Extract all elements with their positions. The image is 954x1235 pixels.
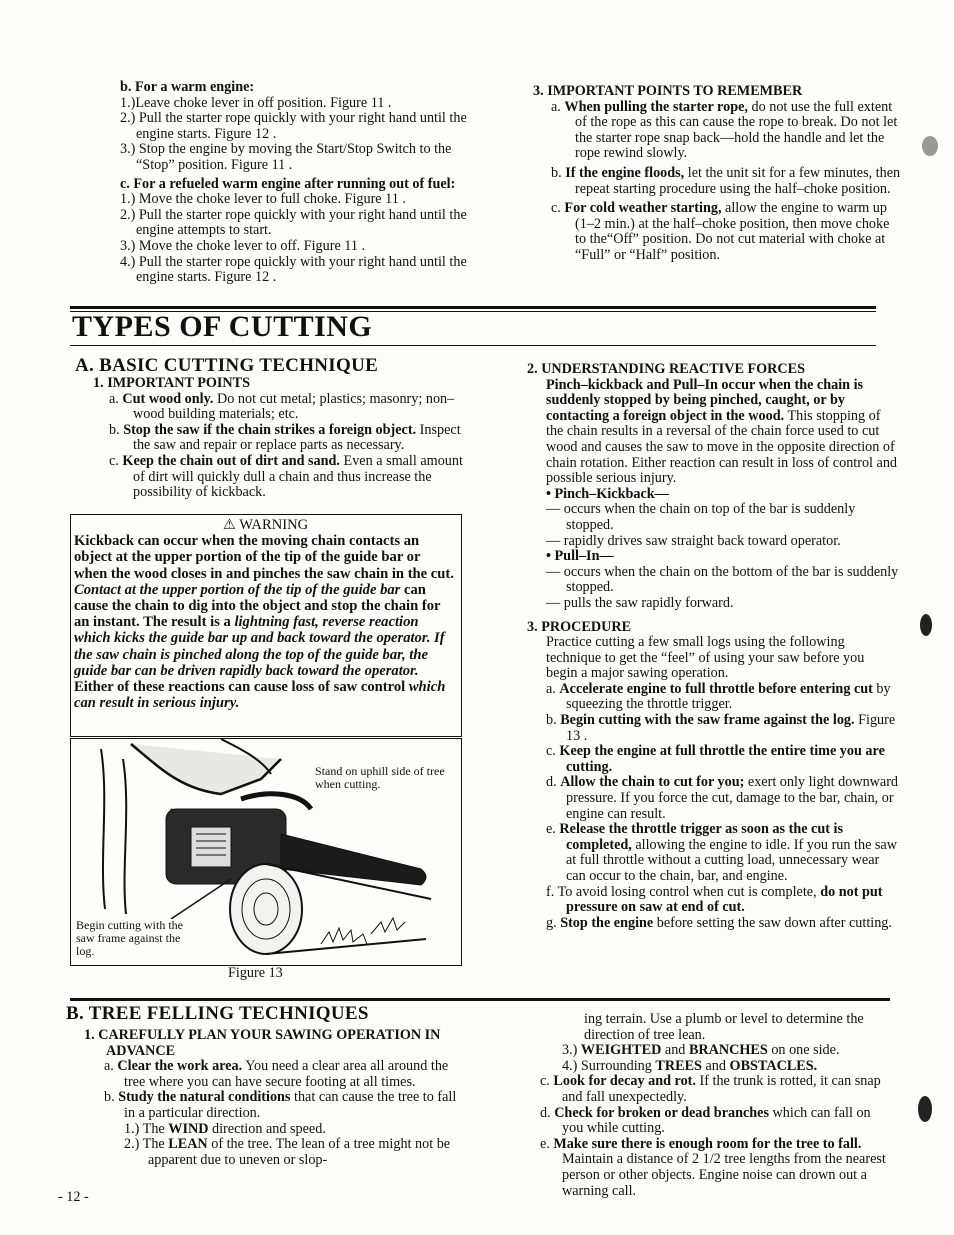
section-a-title: A. BASIC CUTTING TECHNIQUE	[75, 355, 379, 376]
procedure-item-b: b. Begin cutting with the saw frame against the log. Figure 13 .	[546, 712, 896, 744]
section-b-left	[84, 1028, 460, 1168]
warm-step-2: 2.) Pull the starter rope quickly with your right hand until the engine starts. Figure 12 .	[120, 110, 467, 142]
important-points-remember	[533, 84, 903, 264]
figure-label-begin-cutting: Begin cutting with the saw frame against the log.	[76, 919, 186, 958]
procedure-heading: 3. PROCEDURE	[527, 618, 632, 635]
binder-hole-mark	[922, 136, 938, 156]
warning-text: Kickback can occur when the moving chain contacts an object at the upper portion of the tip of the guide bar or when the wood closes in and pinches the saw chain in the cut. Contact at the upper portion of the tip of the guide bar can cause the chain to dig into the object and stop the chain for an instant. The result is a lightning fast, reverse reaction which kicks the guide bar up and back toward the operator. If the saw chain is pinched along the top of the guide bar, the guide bar can be driven rapidly back toward the operator. Either of these reactions can cause loss of saw control which can result in serious injury.	[74, 533, 454, 712]
pull-item-1: — occurs when the chain on the bottom of the bar is suddenly stopped.	[546, 563, 899, 596]
warning-box	[70, 514, 462, 737]
pull-in-label: • Pull–In––	[546, 548, 614, 565]
warm-engine-section	[120, 80, 475, 286]
section-b-right	[540, 1012, 895, 1199]
remember-item-b: b. If the engine floods, let the unit sit for a few minutes, then repeat starting procedure using the half–choke position.	[551, 164, 901, 197]
refueled-engine-heading: c. For a refueled warm engine after running out of fuel:	[120, 175, 456, 192]
page-title: TYPES OF CUTTING	[72, 310, 373, 343]
remember-item-a: a. When pulling the starter rope, do not use the full extent of the rope as this can cause the rope to break. Do not let the starter rope snap back—hold the handle and let the rope rewind slowly.	[551, 98, 898, 162]
procedure-item-e: e. Release the throttle trigger as soon as the cut is completed, allowing the engine to idle. If you run the saw at full throttle without a cutting load, unnecessary wear can occur to the chain, bar, and engine.	[546, 821, 897, 884]
pull-item-2: — pulls the saw rapidly forward.	[546, 594, 734, 611]
section-b-item-b: b. Study the natural conditions that can cause the tree to fall in a particular direction.	[104, 1089, 457, 1121]
section-b-lean: 2.) The LEAN of the tree. The lean of a tree might not be apparent due to uneven or slop-	[124, 1136, 451, 1168]
page-number: - 12 -	[58, 1189, 89, 1205]
section-b-item-c: c. Look for decay and rot. If the trunk is rotted, it can snap and fall unexpectedly.	[540, 1073, 881, 1105]
procedure-item-d: d. Allow the chain to cut for you; exert only light downward pressure. If you force the cut, damage to the bar, chain, or engine can result.	[546, 774, 899, 822]
warning-title: ⚠ WARNING	[222, 517, 309, 533]
section-a-sub1: 1. IMPORTANT POINTS	[93, 375, 251, 391]
figure-13-caption: Figure 13	[228, 965, 283, 981]
remember-item-c: c. For cold weather starting, allow the engine to warm up (1–2 min.) at the half–choke position, then move choke to the“Off” position. Do not cut material with choke at “Full” or “Half” position.	[551, 200, 890, 263]
figure-13	[70, 738, 462, 966]
procedure-item-a: a. Accelerate engine to full throttle before entering cut by squeezing the throttle trigger.	[546, 680, 891, 713]
warm-step-3: 3.) Stop the engine by moving the Start/Stop Switch to the “Stop” position. Figure 11 .	[120, 141, 452, 173]
pinch-item-1: — occurs when the chain on top of the bar is suddenly stopped.	[546, 501, 856, 533]
pinch-item-2: — rapidly drives saw straight back toward operator.	[546, 532, 841, 549]
procedure-item-g: g. Stop the engine before setting the saw down after cutting.	[546, 914, 892, 931]
section-a-item-a: a. Cut wood only. Do not cut metal; plastics; masonry; non–wood building materials; etc.	[109, 390, 455, 423]
reactive-paragraph: Pinch–kickback and Pull–In occur when the chain is suddenly stopped by being pinched, caught, or by contacting a foreign object in the wood. This stopping of the chain results in a reversal of the chain force used to cut wood and causes the saw to move in the opposite direction of chain rotation. Either reaction can result in loss of control and possible serious injury.	[546, 376, 898, 487]
refueled-step-2: 2.) Pull the starter rope quickly with your right hand until the engine attempts to start.	[120, 206, 467, 239]
section-a-points	[93, 376, 468, 501]
reactive-forces-section	[527, 362, 899, 931]
procedure-item-c: c. Keep the engine at full throttle the entire time you are cutting.	[546, 743, 885, 775]
refueled-step-3: 3.) Move the choke lever to off. Figure 11 .	[120, 237, 366, 254]
procedure-item-f: f. To avoid losing control when cut is complete, do not put pressure on saw at end of cut.	[546, 883, 883, 916]
section-b-title: B. TREE FELLING TECHNIQUES	[66, 1003, 369, 1024]
binder-hole-mark	[918, 1096, 932, 1122]
section-b-item-a: a. Clear the work area. You need a clear area all around the tree where you can have secure footing at all times.	[104, 1058, 449, 1090]
title-rule-top	[70, 306, 876, 309]
section-a-item-c: c. Keep the chain out of dirt and sand. Even a small amount of dirt will quickly dull a chain and thus increase the possibility of kickback.	[109, 452, 463, 501]
section-b-obstacles: 4.) Surrounding TREES and OBSTACLES.	[562, 1057, 818, 1074]
section-b-sub1: 1. CAREFULLY PLAN YOUR SAWING OPERATION IN ADVANCE	[84, 1027, 441, 1059]
refueled-step-4: 4.) Pull the starter rope quickly with your right hand until the engine starts. Figure 12 .	[120, 253, 467, 286]
section-b-rule	[70, 998, 890, 1001]
warm-step-1: 1.)Leave choke lever in off position. Figure 11 .	[120, 94, 392, 111]
procedure-intro: Practice cutting a few small logs using the following technique to get the “feel” of using your saw before you begin a major sawing operation.	[546, 634, 865, 682]
section-b-item-d: d. Check for broken or dead branches which can fall on you while cutting.	[540, 1104, 871, 1137]
title-underline	[70, 345, 876, 346]
section-b-weighted: 3.) WEIGHTED and BRANCHES on one side.	[562, 1042, 840, 1059]
warm-engine-heading: b. For a warm engine:	[120, 79, 255, 95]
figure-label-uphill: Stand on uphill side of tree when cutting.	[315, 764, 445, 791]
remember-heading: 3. IMPORTANT POINTS TO REMEMBER	[533, 83, 803, 99]
section-b-item-e: e. Make sure there is enough room for the tree to fall. Maintain a distance of 2 1/2 tree lengths from the nearest person or other objects. Engine noise can drown out a warning call.	[540, 1135, 886, 1199]
section-b-terrain: ing terrain. Use a plumb or level to determine the direction of tree lean.	[584, 1011, 864, 1043]
reactive-heading: 2. UNDERSTANDING REACTIVE FORCES	[527, 361, 806, 377]
section-a-item-b: b. Stop the saw if the chain strikes a foreign object. Inspect the saw and repair or replace parts as necessary.	[109, 421, 461, 454]
pinch-kickback-label: • Pinch–Kickback––	[546, 485, 669, 502]
refueled-step-1: 1.) Move the choke lever to full choke. Figure 11 .	[120, 191, 406, 208]
binder-hole-mark	[920, 614, 932, 636]
section-b-wind: 1.) The WIND direction and speed.	[124, 1120, 326, 1137]
